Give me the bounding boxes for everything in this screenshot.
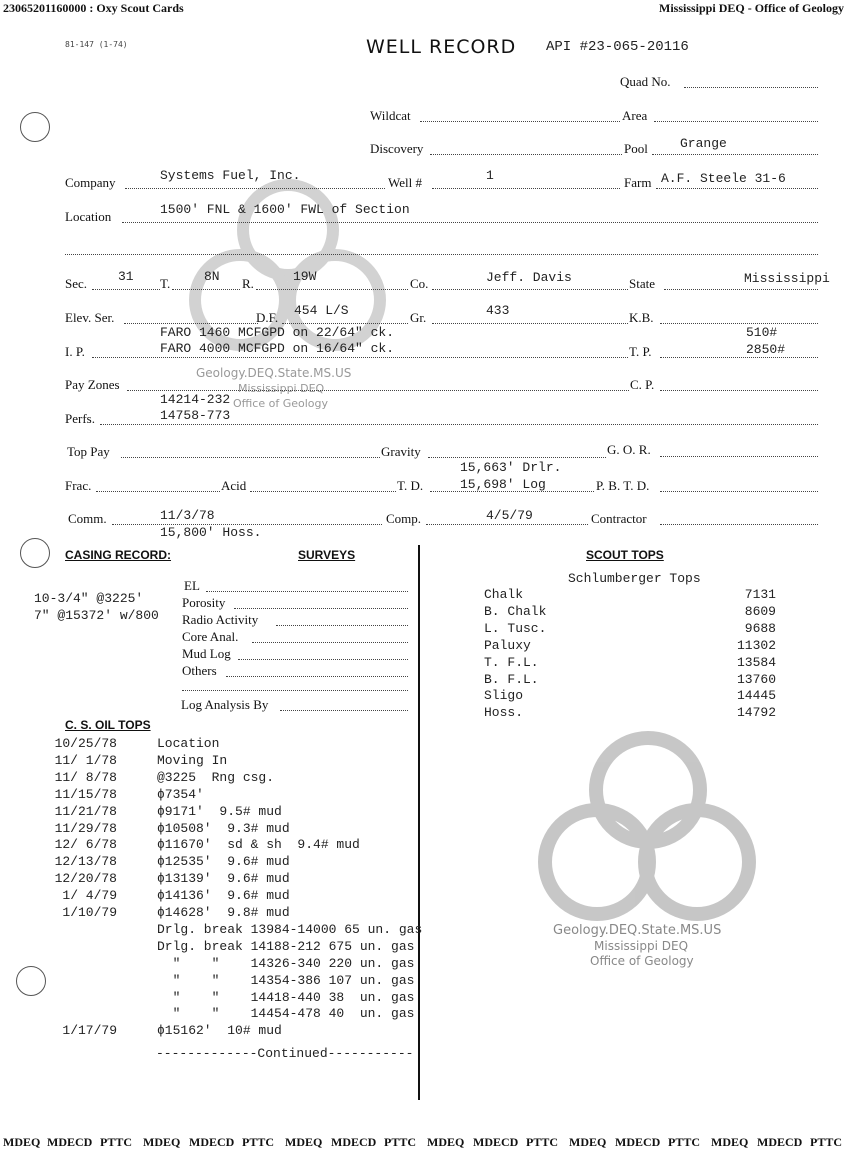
watermark-text-lower-2: Mississippi DEQ	[594, 939, 689, 953]
oil-top-entry: " " 14418-440 38 un. gas	[157, 989, 415, 1005]
surveys-title: SURVEYS	[298, 548, 356, 562]
oil-top-date: 11/ 1/78	[54, 752, 117, 768]
acid-label: Acid	[221, 478, 247, 493]
discovery-label: Discovery	[370, 141, 424, 156]
comm-label: Comm.	[68, 511, 107, 526]
oil-top-date: 11/29/78	[54, 820, 117, 836]
footer-item: PTTC	[100, 1135, 133, 1149]
form-number: 81-147 (1-74)	[65, 40, 128, 49]
footer-item: MDECD	[47, 1135, 93, 1149]
perfs-value: 14758-773	[160, 408, 231, 423]
frac-label: Frac.	[65, 478, 92, 493]
r-line	[256, 289, 408, 290]
gor-line	[660, 456, 818, 457]
survey-others-label: Others	[182, 663, 217, 678]
footer-item: PTTC	[668, 1135, 701, 1149]
watermark-text-upper-3: Office of Geology	[233, 397, 329, 410]
oil-top-entry: " " 14326-340 220 un. gas	[157, 955, 415, 971]
survey-blank-line	[182, 690, 408, 691]
log-analysis-label: Log Analysis By	[181, 697, 269, 712]
cp-label: C. P.	[630, 377, 655, 392]
df-label: D.F.	[256, 310, 279, 325]
scout-top-name: Sligo	[484, 688, 524, 704]
location-label: Location	[65, 209, 112, 224]
footer-item: MDECD	[615, 1135, 661, 1149]
footer-item: PTTC	[384, 1135, 417, 1149]
header-right: Mississippi DEQ - Office of Geology	[659, 1, 844, 15]
t-label: T.	[160, 276, 171, 291]
scout-top-depth: 14445	[736, 688, 776, 704]
oil-top-entry: ϕ14628' 9.8# mud	[157, 905, 290, 920]
oil-top-entry: @3225 Rng csg.	[157, 769, 275, 785]
survey-el-label: EL	[184, 578, 200, 593]
ip-value-2: FARO 4000 MCFGPD on 16/64" ck.	[160, 341, 395, 356]
td-label: T. D.	[397, 478, 424, 493]
perfs-line	[100, 424, 818, 425]
pool-label: Pool	[624, 141, 648, 156]
df-line	[282, 323, 408, 324]
scout-top-name: B. F.L.	[484, 671, 539, 687]
oil-top-entry: ϕ12535' 9.6# mud	[157, 854, 290, 870]
tp-value-2: 2850#	[746, 342, 786, 357]
survey-porosity-line	[234, 608, 408, 609]
pool-value: Grange	[680, 136, 727, 151]
t-value: 8N	[204, 269, 220, 284]
sec-value: 31	[118, 269, 134, 284]
oil-top-entry: ϕ14136' 9.6# mud	[157, 888, 290, 904]
top-pay-label: Top Pay	[67, 444, 110, 459]
oil-top-entry: Drlg. break 14188-212 675 un. gas	[157, 938, 415, 954]
comp-value: 4/5/79	[486, 508, 533, 523]
footer-item: MDEQ	[711, 1135, 749, 1149]
survey-radio-activity-line	[276, 625, 408, 626]
footer-item: PTTC	[526, 1135, 559, 1149]
td-line	[430, 491, 594, 492]
oil-top-date: 1/10/79	[62, 905, 117, 920]
footer-item: MDECD	[331, 1135, 377, 1149]
state-line	[664, 289, 818, 290]
survey-mud-log-label: Mud Log	[182, 646, 231, 661]
pool-line	[652, 154, 818, 155]
gr-label: Gr.	[410, 310, 427, 325]
continued-text: -------------Continued-----------	[156, 1046, 414, 1061]
scout-top-name: Chalk	[484, 587, 524, 602]
oil-tops-title: C. S. OIL TOPS	[65, 718, 151, 732]
location-line	[122, 222, 818, 223]
pay-zones-label: Pay Zones	[65, 377, 120, 392]
oil-top-date: 11/ 8/78	[54, 769, 117, 785]
oil-top-date: 12/ 6/78	[54, 837, 117, 853]
scout-tops-subtitle: Schlumberger Tops	[568, 571, 701, 586]
well-no-line	[432, 188, 620, 189]
casing-line-1: 10-3/4" @3225'	[34, 591, 144, 606]
tp-label: T. P.	[629, 344, 652, 359]
footer-item: MDEQ	[3, 1135, 41, 1149]
footer-item: PTTC	[242, 1135, 275, 1149]
company-line	[125, 188, 385, 189]
gravity-line	[428, 457, 606, 458]
scout-top-depth: 14792	[736, 705, 776, 721]
pay-zones-value: 14214-232	[160, 392, 231, 407]
comm-value: 11/3/78	[160, 508, 215, 523]
watermark-text-lower-3: Office of Geology	[590, 954, 694, 968]
tp-value-1: 510#	[746, 325, 778, 340]
survey-mud-log-line	[238, 659, 408, 660]
gr-value: 433	[486, 303, 510, 318]
acid-line	[250, 491, 396, 492]
scout-top-depth: 9688	[744, 620, 776, 636]
r-value: 19W	[293, 269, 317, 284]
ip-label: I. P.	[65, 344, 85, 359]
oil-top-entry: Drlg. break 13984-14000 65 un. gas	[157, 921, 423, 937]
watermark-text-upper-1: Geology.DEQ.State.MS.US	[196, 366, 352, 380]
oil-top-date: 1/ 4/79	[62, 888, 117, 904]
farm-line	[656, 188, 818, 189]
watermark-text-lower-1: Geology.DEQ.State.MS.US	[553, 923, 722, 938]
footer-item: MDEQ	[143, 1135, 181, 1149]
quad-no-label: Quad No.	[620, 74, 671, 89]
contractor-line	[660, 524, 818, 525]
cp-line	[660, 390, 818, 391]
well-no-value: 1	[486, 168, 494, 183]
log-analysis-line	[280, 710, 408, 711]
df-value: 454 L/S	[294, 303, 349, 318]
oil-top-entry: ϕ13139' 9.6# mud	[157, 871, 290, 887]
farm-value: A.F. Steele 31-6	[661, 171, 786, 186]
area-label: Area	[622, 108, 648, 123]
tp-line	[660, 357, 818, 358]
oil-top-date: 11/15/78	[54, 786, 117, 802]
survey-porosity-label: Porosity	[182, 595, 226, 610]
pbtd-line	[660, 491, 818, 492]
gravity-label: Gravity	[381, 444, 421, 459]
wildcat-line	[420, 121, 620, 122]
elev-ser-line	[124, 323, 258, 324]
footer-item: MDEQ	[569, 1135, 607, 1149]
state-value: Mississippi	[744, 271, 830, 286]
kb-line	[660, 323, 818, 324]
header-left: 23065201160000 : Oxy Scout Cards	[3, 1, 184, 15]
oil-top-entry: ϕ10508' 9.3# mud	[157, 820, 290, 836]
page-title: WELL RECORD	[366, 36, 517, 58]
oil-top-date: 12/20/78	[54, 871, 117, 887]
api-number: API #23-065-20116	[546, 39, 689, 55]
scout-top-depth: 8609	[744, 603, 776, 619]
oil-top-date: 11/21/78	[54, 803, 117, 819]
wildcat-label: Wildcat	[370, 108, 411, 123]
comm-value-2: 15,800' Hoss.	[160, 525, 262, 540]
discovery-line	[430, 154, 622, 155]
footer-item: MDECD	[757, 1135, 803, 1149]
co-value: Jeff. Davis	[486, 270, 572, 285]
td-value-1: 15,663' Drlr.	[460, 460, 562, 475]
survey-core-anal-line	[252, 642, 408, 643]
comp-label: Comp.	[386, 511, 422, 526]
state-label: State	[629, 276, 655, 291]
co-label: Co.	[410, 276, 429, 291]
scout-top-name: L. Tusc.	[484, 620, 547, 636]
oil-top-date: 12/13/78	[54, 854, 117, 870]
ip-line	[92, 357, 628, 358]
oil-top-entry: " " 14454-478 40 un. gas	[157, 1006, 415, 1022]
casing-record-title: CASING RECORD:	[65, 548, 172, 562]
location-line-2	[65, 254, 818, 255]
gr-line	[432, 323, 628, 324]
scout-top-depth: 13584	[736, 654, 776, 670]
footer-item: MDECD	[189, 1135, 235, 1149]
casing-line-2: 7" @15372' w/800	[34, 608, 159, 623]
ip-value-1: FARO 1460 MCFGPD on 22/64" ck.	[160, 325, 395, 340]
farm-label: Farm	[624, 175, 652, 190]
survey-el-line	[206, 591, 408, 592]
scout-top-name: T. F.L.	[484, 654, 539, 670]
scout-top-name: B. Chalk	[484, 603, 547, 619]
co-line	[432, 289, 628, 290]
perfs-label: Perfs.	[65, 411, 95, 426]
kb-label: K.B.	[629, 310, 654, 325]
oil-top-entry: " " 14354-386 107 un. gas	[157, 972, 415, 988]
watermark-text-upper-2: Mississippi DEQ	[238, 382, 325, 395]
oil-top-date: 10/25/78	[54, 736, 117, 751]
scout-top-name: Hoss.	[484, 705, 524, 721]
oil-top-date: 1/17/79	[62, 1023, 117, 1039]
scout-tops-title: SCOUT TOPS	[586, 548, 664, 562]
quad-no-line	[684, 87, 818, 88]
scout-top-depth: 7131	[744, 587, 776, 602]
comp-line	[426, 524, 588, 525]
survey-radio-activity-label: Radio Activity	[182, 612, 259, 627]
frac-line	[96, 491, 220, 492]
contractor-label: Contractor	[591, 511, 647, 526]
pay-zones-line	[127, 390, 629, 391]
column-divider	[418, 545, 420, 1100]
survey-core-anal-label: Core Anal.	[182, 629, 239, 644]
company-value: Systems Fuel, Inc.	[160, 168, 301, 183]
footer-item: MDECD	[473, 1135, 519, 1149]
t-line	[172, 289, 240, 290]
footer-item: MDEQ	[427, 1135, 465, 1149]
pbtd-label: P. B. T. D.	[596, 478, 650, 493]
r-label: R.	[242, 276, 254, 291]
elev-ser-label: Elev. Ser.	[65, 310, 115, 325]
oil-top-entry: Moving In	[157, 752, 228, 768]
footer-item: PTTC	[810, 1135, 843, 1149]
footer-item: MDEQ	[285, 1135, 323, 1149]
top-pay-line	[121, 457, 380, 458]
scout-top-depth: 13760	[736, 671, 776, 687]
sec-line	[92, 289, 160, 290]
well-no-label: Well #	[388, 175, 422, 190]
oil-top-entry: ϕ11670' sd & sh 9.4# mud	[157, 837, 360, 853]
gor-label: G. O. R.	[607, 442, 651, 457]
oil-top-entry: Location	[157, 736, 220, 751]
location-value: 1500' FNL & 1600' FWL of Section	[160, 202, 410, 217]
survey-others-line	[226, 676, 408, 677]
company-label: Company	[65, 175, 116, 190]
oil-top-entry: ϕ15162' 10# mud	[157, 1023, 282, 1039]
scout-top-name: Paluxy	[484, 637, 531, 653]
td-value-2: 15,698' Log	[460, 477, 546, 492]
scout-top-depth: 11302	[736, 637, 776, 653]
oil-top-entry: ϕ9171' 9.5# mud	[157, 803, 282, 819]
area-line	[654, 121, 818, 122]
sec-label: Sec.	[65, 276, 88, 291]
oil-top-entry: ϕ7354'	[157, 786, 204, 802]
